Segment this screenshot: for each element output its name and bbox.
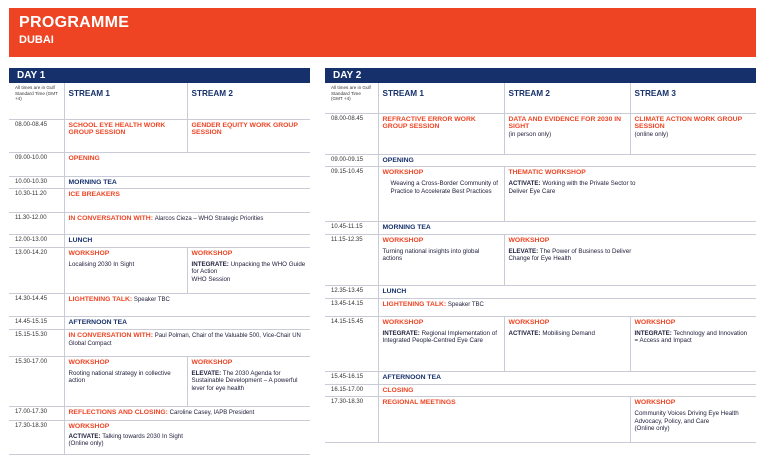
session-title: WORKSHOP: [382, 169, 424, 177]
session-text: The Power of Business to Deliver Change for Eye Health: [508, 247, 632, 263]
session-cell: [378, 384, 756, 397]
session-text: Mobilising Demand: [542, 329, 595, 337]
break-title: LUNCH: [68, 237, 93, 245]
session-detail: Caroline Casey, IAPB President: [169, 409, 255, 416]
session-cell: [504, 235, 756, 286]
session-detail: Community Voices Driving Eye Health Advocacy, Policy, and Care: [634, 410, 739, 425]
session-time: 13.00-14.20: [9, 248, 64, 294]
table-row: [325, 154, 756, 167]
session-title: LIGHTENING TALK:: [68, 296, 133, 304]
session-theme: ELEVATE:: [508, 247, 539, 255]
table-row: [9, 329, 310, 356]
session-cell: [378, 397, 630, 443]
session-detail: [509, 180, 637, 195]
session-detail: Speaker TBC: [447, 301, 484, 308]
table-row: [9, 235, 310, 248]
session-cell: [504, 113, 630, 154]
session-title: ICE BREAKERS: [68, 191, 120, 199]
session-detail: Alarcos Cieza – WHO Strategic Priorities: [154, 216, 264, 223]
session-text: Technology and Innovation = Access and Impact: [634, 329, 748, 345]
session-title: WORKSHOP: [508, 237, 550, 245]
session-detail: Rooting national strategy in collective action: [68, 369, 171, 385]
session-detail: Paul Polman, Chair of the Valuable 500, Vice-Chair UN Global Compact: [68, 332, 301, 348]
session-time: 12.00-13.00: [9, 235, 64, 248]
day2-heading: DAY 2: [325, 68, 756, 83]
session-cell: [64, 119, 187, 152]
session-detail: [509, 330, 626, 337]
day2-schedule: [325, 68, 756, 443]
session-title: LIGHTENING TALK:: [382, 300, 447, 308]
day1-header-row: [9, 83, 310, 119]
day2-header-row: [325, 83, 756, 113]
session-theme: INTEGRATE:: [382, 329, 420, 337]
session-cell: [504, 316, 630, 371]
table-row: [325, 222, 756, 235]
session-title: OPENING: [382, 156, 414, 164]
session-title: WORKSHOP: [508, 318, 550, 326]
session-cell: [64, 294, 310, 317]
session-cell: [187, 119, 310, 152]
day1-table: [9, 83, 310, 455]
session-cell: [64, 189, 310, 213]
session-time: 10.45-11.15: [325, 222, 378, 235]
session-time: 15.30-17.00: [9, 356, 64, 406]
session-cell: [378, 154, 756, 167]
session-time: 17.30-18.30: [325, 397, 378, 443]
day2-table: [325, 83, 756, 443]
session-time: 08.00-08.45: [9, 119, 64, 152]
session-cell: [378, 167, 504, 222]
session-detail: Localising 2030 In Sight: [68, 260, 135, 268]
session-note: (online only): [634, 131, 669, 139]
session-time: 16.15-17.00: [325, 384, 378, 397]
session-cell: [378, 286, 756, 299]
session-cell: [378, 316, 504, 371]
session-time: 10.30-11.20: [9, 189, 64, 213]
session-theme: ACTIVATE:: [508, 329, 541, 337]
session-title: SCHOOL EYE HEALTH WORK GROUP SESSION: [68, 121, 166, 137]
session-title: REGIONAL MEETINGS: [382, 399, 456, 407]
table-row: [325, 235, 756, 286]
session-time: 10.00-10.30: [9, 176, 64, 189]
session-title: IN CONVERSATION WITH:: [68, 331, 153, 339]
programme-location: DUBAI: [19, 34, 54, 46]
session-time: 11.30-12.00: [9, 213, 64, 235]
session-cell: [64, 317, 310, 330]
table-row: [9, 213, 310, 235]
session-title: WORKSHOP: [634, 318, 676, 326]
session-title: WORKSHOP: [382, 318, 424, 326]
session-cell: [64, 176, 310, 189]
session-time: 09.00-10.00: [9, 152, 64, 176]
session-title: IN CONVERSATION WITH:: [68, 215, 153, 223]
session-time: 15.15-15.30: [9, 329, 64, 356]
table-row: [325, 384, 756, 397]
session-text: Working with the Private Sector to Deliver Eye Care: [508, 180, 636, 195]
day1-schedule: [9, 68, 310, 455]
session-title: THEMATIC WORKSHOP: [508, 169, 586, 177]
session-theme: INTEGRATE:: [634, 329, 672, 337]
table-row: [9, 317, 310, 330]
stream1-header: STREAM 1: [378, 83, 504, 113]
session-cell: [64, 406, 310, 420]
session-text: The 2030 Agenda for Sustainable Development – A powerful lever for eye health: [191, 369, 298, 392]
break-title: MORNING TEA: [68, 178, 117, 186]
break-title: AFTERNOON TEA: [382, 373, 442, 381]
session-time: 14.30-14.45: [9, 294, 64, 317]
session-cell: [378, 113, 504, 154]
session-detail: Turning national insights into global actions: [382, 247, 480, 263]
session-title: REFRACTIVE ERROR WORK GROUP SESSION: [382, 115, 476, 131]
session-time: 09.00-09.15: [325, 154, 378, 167]
programme-banner: [9, 8, 756, 57]
table-row: [325, 397, 756, 443]
session-theme: ACTIVATE:: [508, 180, 541, 188]
session-title: WORKSHOP: [191, 250, 233, 258]
session-title: WORKSHOP: [68, 250, 110, 258]
session-cell: [378, 222, 756, 235]
session-cell: [504, 167, 756, 222]
session-theme: INTEGRATE:: [191, 260, 229, 268]
session-detail: [69, 433, 307, 440]
session-detail: [192, 261, 307, 276]
session-title: WORKSHOP: [191, 358, 233, 366]
session-theme: ELEVATE:: [191, 369, 222, 377]
session-time: 08.00-08.45: [325, 113, 378, 154]
session-cell: [378, 298, 756, 316]
session-detail: [635, 330, 753, 345]
session-text: Unpacking the WHO Guide for Action: [191, 260, 306, 276]
break-title: LUNCH: [382, 288, 407, 296]
break-title: MORNING TEA: [382, 224, 431, 232]
session-title: WORKSHOP: [382, 237, 424, 245]
table-row: [325, 371, 756, 384]
session-time: 11.15-12.35: [325, 235, 378, 286]
table-row: [9, 119, 310, 152]
stream2-header: STREAM 2: [187, 83, 310, 119]
session-time: 17.30-18.30: [9, 420, 64, 454]
table-row: [9, 420, 310, 454]
table-row: [9, 189, 310, 213]
session-title: WORKSHOP: [68, 358, 110, 366]
table-row: [9, 406, 310, 420]
session-text: Regional Implementation of Integrated People-Centred Eye Care: [382, 329, 497, 345]
session-time: 14.45-15.15: [9, 317, 64, 330]
session-text: Talking towards 2030 In Sight: [102, 432, 184, 440]
session-title: CLOSING: [382, 386, 414, 394]
session-detail: Weaving a Cross-Border Community of Practice to Accelerate Best Practices: [390, 180, 499, 195]
session-cell: [630, 316, 756, 371]
session-title: GENDER EQUITY WORK GROUP SESSION: [191, 121, 298, 137]
table-row: [9, 248, 310, 294]
session-title: DATA AND EVIDENCE FOR 2030 IN SIGHT: [508, 115, 622, 131]
stream3-header: STREAM 3: [630, 83, 756, 113]
table-row: [325, 298, 756, 316]
table-row: [325, 286, 756, 299]
table-row: [9, 294, 310, 317]
session-theme: ACTIVATE:: [68, 432, 101, 440]
table-row: [325, 113, 756, 154]
session-title: WORKSHOP: [68, 422, 110, 430]
session-detail: [509, 248, 637, 263]
table-row: [9, 356, 310, 406]
session-detail: [383, 330, 500, 345]
session-time: 15.45-16.15: [325, 371, 378, 384]
day1-heading: DAY 1: [9, 68, 310, 83]
session-note: WHO Session: [191, 275, 231, 283]
session-cell: [378, 371, 756, 384]
table-row: [325, 167, 756, 222]
session-time: 14.15-15.45: [325, 316, 378, 371]
session-cell: [64, 356, 187, 406]
session-title: WORKSHOP: [634, 399, 676, 407]
session-title: CLIMATE ACTION WORK GROUP SESSION: [634, 115, 742, 131]
programme-title: PROGRAMME: [19, 14, 130, 31]
session-detail: [192, 370, 307, 392]
timezone-note: All times are in Gulf Standard Time (GMT +4): [325, 83, 378, 113]
session-cell: [187, 356, 310, 406]
session-cell: [630, 113, 756, 154]
stream1-header: STREAM 1: [64, 83, 187, 119]
session-cell: [378, 235, 504, 286]
session-title: REFLECTIONS AND CLOSING:: [68, 408, 168, 416]
session-cell: [64, 248, 187, 294]
session-cell: [64, 420, 310, 454]
session-cell: [64, 213, 310, 235]
session-detail: Speaker TBC: [133, 297, 170, 304]
session-time: 13.45-14.15: [325, 298, 378, 316]
session-title: OPENING: [68, 154, 100, 162]
session-time: 12.35-13.45: [325, 286, 378, 299]
table-row: [9, 152, 310, 176]
session-cell: [64, 329, 310, 356]
break-title: AFTERNOON TEA: [68, 319, 128, 327]
session-cell: [64, 152, 310, 176]
session-time: 09.15-10.45: [325, 167, 378, 222]
session-cell: [630, 397, 756, 443]
session-note: (in person only): [508, 131, 552, 139]
session-cell: [64, 235, 310, 248]
session-note: (Online only): [634, 425, 670, 433]
session-note: (Online only): [68, 440, 104, 448]
table-row: [325, 316, 756, 371]
session-time: 17.00-17.30: [9, 406, 64, 420]
timezone-note: All times are in Gulf Standard Time (GMT +4): [9, 83, 64, 119]
table-row: [9, 176, 310, 189]
session-cell: [187, 248, 310, 294]
stream2-header: STREAM 2: [504, 83, 630, 113]
